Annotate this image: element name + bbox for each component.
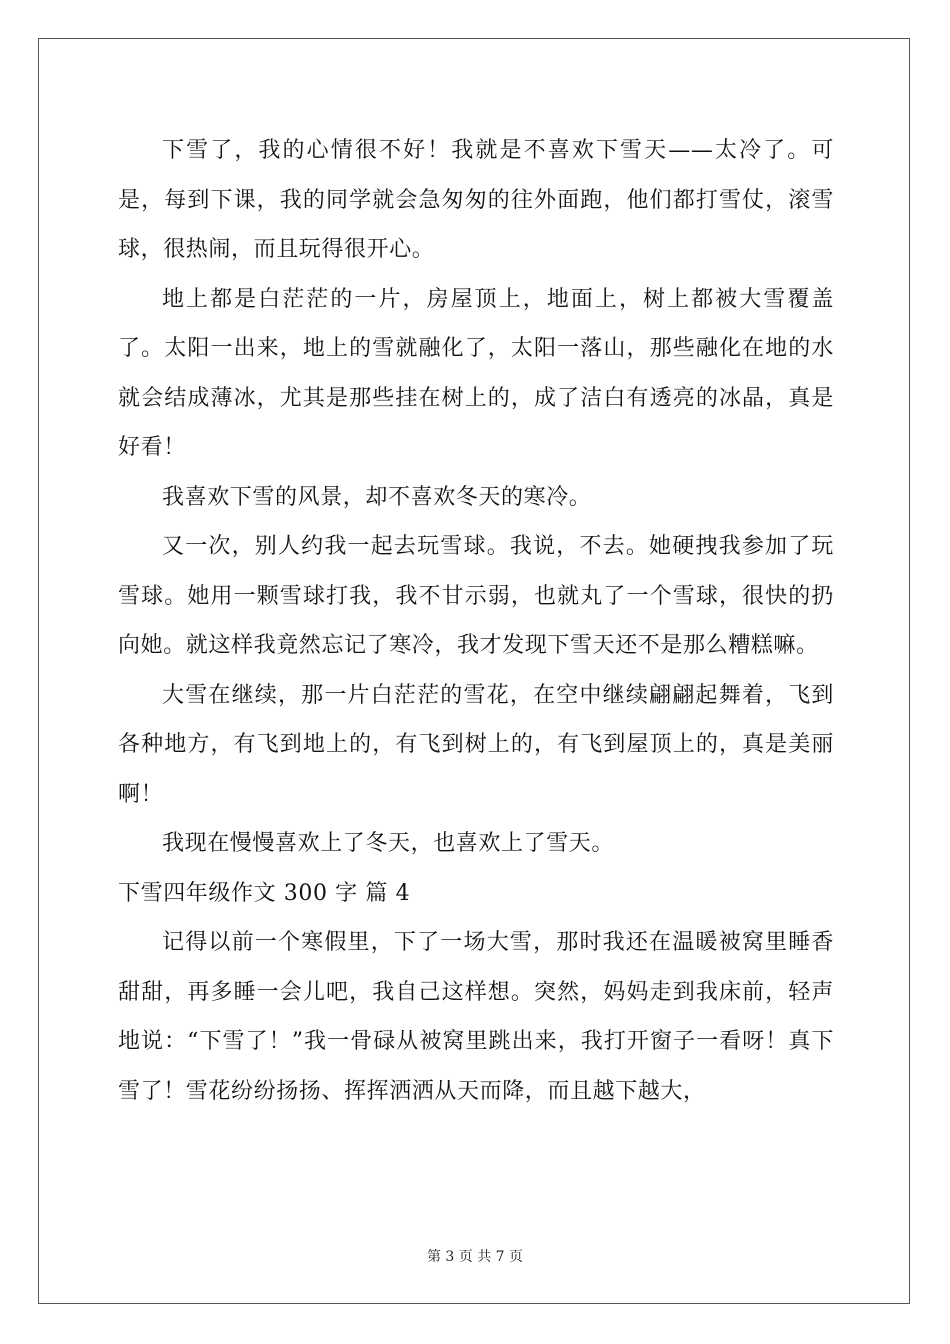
paragraph-7: 记得以前一个寒假里，下了一场大雪，那时我还在温暖被窝里睡香甜甜，再多睡一会儿吧，我自己这样想。突然，妈妈走到我床前，轻声地说：“下雪了！”我一骨碌从被窝里跳出来，我打开窗子一看呀！真下雪了！雪花纷纷扬扬、挥挥洒洒从天而降，而且越下越大， [118,930,834,1104]
paragraph-6: 我现在慢慢喜欢上了冬天，也喜欢上了雪天。 [162,831,615,856]
document-body [118,126,834,1116]
paragraph-5: 大雪在继续，那一片白茫茫的雪花，在空中继续翩翩起舞着，飞到各种地方，有飞到地上的，有飞到树上的，有飞到屋顶上的，真是美丽啊！ [118,682,834,807]
paragraph-3: 我喜欢下雪的风景，却不喜欢冬天的寒冷。 [162,484,592,510]
paragraph-1: 下雪了，我的心情很不好！我就是不喜欢下雪天——太冷了。可是，每到下课，我的同学就会急匆匆的往外面跑，他们都打雪仗，滚雪球，很热闹，而且玩得很开心。 [118,138,834,262]
paragraph-4: 又一次，别人约我一起去玩雪球。我说，不去。她硬拽我参加了玩雪球。她用一颗雪球打我，我不甘示弱，也就丸了一个雪球，很快的扔向她。就这样我竟然忘记了寒冷，我才发现下雪天还不是那么糟糕嘛。 [118,534,834,658]
paragraph-2: 地上都是白茫茫的一片，房屋顶上，地面上，树上都被大雪覆盖了。太阳一出来，地上的雪就融化了，太阳一落山，那些融化在地的水就会结成薄冰，尤其是那些挂在树上的，成了洁白有透亮的冰晶，真是好看！ [118,286,834,460]
section-heading: 下雪四年级作文 300 字 篇 4 [118,880,411,906]
page-footer: 第 3 页 共 7 页 [426,1249,524,1265]
